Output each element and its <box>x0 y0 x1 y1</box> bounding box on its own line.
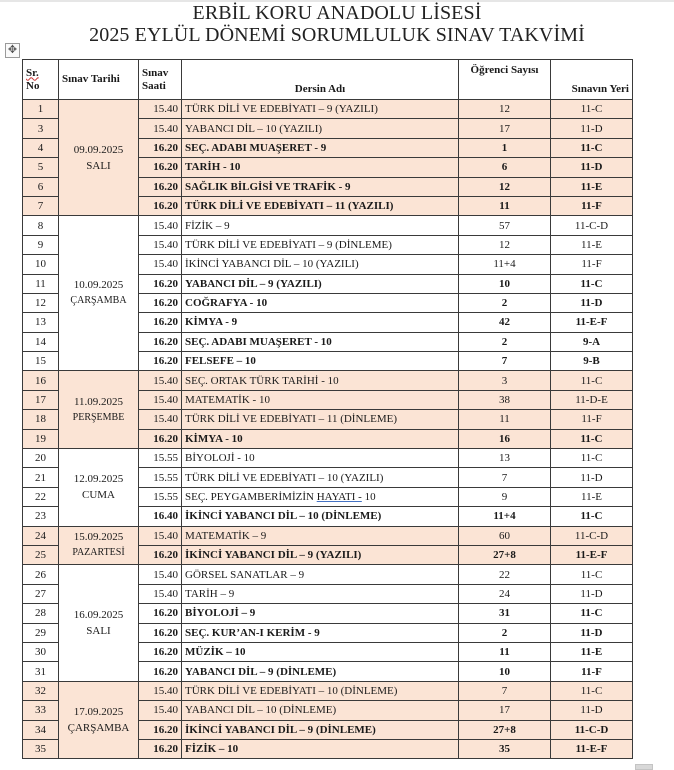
exam-weekday-text: SALI <box>86 625 111 638</box>
cell-course-name: YABANCI DİL – 9 (DİNLEME) <box>182 662 459 681</box>
cell-course-name: SEÇ. ORTAK TÜRK TARİHİ - 10 <box>182 371 459 390</box>
cell-sr-no: 27 <box>23 584 59 603</box>
cell-course-name: SAĞLIK BİLGİSİ VE TRAFİK - 9 <box>182 177 459 196</box>
cell-student-count: 60 <box>459 526 551 545</box>
cell-exam-location: 11-C <box>551 604 633 623</box>
cell-exam-time: 16.20 <box>139 196 182 215</box>
cell-exam-time: 16.20 <box>139 138 182 157</box>
cell-exam-location: 11-C <box>551 100 633 119</box>
cell-exam-time: 16.40 <box>139 507 182 526</box>
cell-exam-location: 11-C-D <box>551 720 633 739</box>
cell-exam-location: 11-F <box>551 255 633 274</box>
cell-student-count: 11+4 <box>459 255 551 274</box>
cell-exam-location: 11-C <box>551 274 633 293</box>
cell-exam-time: 15.40 <box>139 216 182 235</box>
cell-exam-time: 15.40 <box>139 681 182 700</box>
cell-course-name: YABANCI DİL – 10 (DİNLEME) <box>182 701 459 720</box>
table-row <box>23 216 633 235</box>
header-location: Sınavın Yeri <box>551 60 633 100</box>
cell-sr-no: 24 <box>23 526 59 545</box>
cell-course-name: TÜRK DİLİ VE EDEBİYATI – 11 (DİNLEME) <box>182 410 459 429</box>
cell-sr-no: 3 <box>23 119 59 138</box>
exam-weekday-text: ÇARŞAMBA <box>70 295 127 307</box>
cell-student-count: 12 <box>459 235 551 254</box>
cell-course-name: KİMYA - 9 <box>182 313 459 332</box>
cell-sr-no: 13 <box>23 313 59 332</box>
cell-sr-no: 1 <box>23 100 59 119</box>
cell-exam-location: 11-D <box>551 158 633 177</box>
cell-sr-no: 21 <box>23 468 59 487</box>
cell-exam-location: 11-C-D <box>551 216 633 235</box>
exam-date-text: 11.09.2025 <box>73 395 124 408</box>
cell-exam-location: 11-D <box>551 623 633 642</box>
cell-exam-time: 16.20 <box>139 545 182 564</box>
table-row <box>23 681 633 700</box>
cell-student-count: 10 <box>459 274 551 293</box>
cell-course-name: COĞRAFYA - 10 <box>182 293 459 312</box>
cell-exam-time: 16.20 <box>139 352 182 371</box>
course-name-part: SEÇ. PEYGAMBERİMİZİN <box>185 491 317 503</box>
exam-date-text: 16.09.2025 <box>73 609 124 622</box>
cell-exam-time: 16.20 <box>139 739 182 758</box>
cell-exam-location: 11-D <box>551 293 633 312</box>
course-name-part: 10 <box>361 491 376 503</box>
cell-exam-time: 16.20 <box>139 623 182 642</box>
exam-date-text: 17.09.2025 <box>73 706 124 718</box>
cell-exam-time: 16.20 <box>139 177 182 196</box>
header-exam-time-line2: Saati <box>142 79 166 92</box>
header-student-count: Öğrenci Sayısı <box>459 60 551 100</box>
cell-student-count: 11 <box>459 196 551 215</box>
cell-sr-no: 10 <box>23 255 59 274</box>
cell-exam-location: 11-C <box>551 449 633 468</box>
cell-exam-location: 9-B <box>551 352 633 371</box>
cell-exam-time: 15.40 <box>139 701 182 720</box>
course-name-underlined-part: HAYATI - <box>316 491 362 503</box>
cell-exam-time: 16.20 <box>139 293 182 312</box>
cell-exam-location: 11-E <box>551 487 633 506</box>
cell-sr-no: 9 <box>23 235 59 254</box>
cell-exam-time: 16.20 <box>139 720 182 739</box>
cell-sr-no: 31 <box>23 662 59 681</box>
cell-sr-no: 11 <box>23 274 59 293</box>
exam-date-text: 09.09.2025 <box>73 143 124 156</box>
cell-student-count: 16 <box>459 429 551 448</box>
cell-exam-date <box>59 216 139 371</box>
cell-course-name: SEÇ. ADABI MUAŞERET - 9 <box>182 138 459 157</box>
cell-student-count: 42 <box>459 313 551 332</box>
cell-sr-no: 26 <box>23 565 59 584</box>
cell-exam-location: 11-D <box>551 701 633 720</box>
exam-date-text: 10.09.2025 <box>73 279 124 292</box>
cell-course-name: YABANCI DİL – 9 (YAZILI) <box>182 274 459 293</box>
cell-course-name: TÜRK DİLİ VE EDEBİYATI – 10 (DİNLEME) <box>182 681 459 700</box>
cell-exam-location: 11-D <box>551 119 633 138</box>
cell-course-name: İKİNCİ YABANCI DİL – 10 (DİNLEME) <box>182 507 459 526</box>
cell-exam-location: 11-D <box>551 584 633 603</box>
exam-weekday-text: ÇARŞAMBA <box>67 722 130 734</box>
cell-sr-no: 15 <box>23 352 59 371</box>
cell-exam-time: 15.40 <box>139 390 182 409</box>
cell-student-count: 6 <box>459 158 551 177</box>
header-sr-no-line1: Sr. <box>26 66 39 79</box>
cell-sr-no: 23 <box>23 507 59 526</box>
cell-sr-no: 32 <box>23 681 59 700</box>
cell-student-count: 2 <box>459 293 551 312</box>
cell-student-count: 27+8 <box>459 720 551 739</box>
cell-exam-time: 16.20 <box>139 642 182 661</box>
table-body <box>23 100 633 759</box>
cell-course-name: TÜRK DİLİ VE EDEBİYATI – 9 (DİNLEME) <box>182 235 459 254</box>
cell-course-name: BİYOLOJİ – 9 <box>182 604 459 623</box>
cell-sr-no: 16 <box>23 371 59 390</box>
cell-exam-date <box>59 449 139 527</box>
table-row <box>23 449 633 468</box>
cell-course-name: TARİH - 10 <box>182 158 459 177</box>
cell-student-count: 11+4 <box>459 507 551 526</box>
cell-exam-time: 16.20 <box>139 332 182 351</box>
cell-student-count: 35 <box>459 739 551 758</box>
cell-exam-location: 11-C-D <box>551 526 633 545</box>
cell-course-name: FELSEFE – 10 <box>182 352 459 371</box>
cell-student-count: 11 <box>459 410 551 429</box>
school-name-title: ERBİL KORU ANADOLU LİSESİ <box>192 2 482 24</box>
cell-course-name: MATEMATİK - 10 <box>182 390 459 409</box>
cell-student-count: 11 <box>459 642 551 661</box>
cell-exam-location: 11-C <box>551 507 633 526</box>
cell-exam-date <box>59 526 139 565</box>
cell-exam-date <box>59 565 139 681</box>
cell-student-count: 7 <box>459 681 551 700</box>
cell-course-name <box>182 487 459 506</box>
cell-exam-location: 11-E <box>551 235 633 254</box>
cell-exam-location: 11-F <box>551 410 633 429</box>
cell-sr-no: 7 <box>23 196 59 215</box>
exam-weekday-text: PAZARTESİ <box>72 547 125 559</box>
cell-student-count: 3 <box>459 371 551 390</box>
cell-sr-no: 12 <box>23 293 59 312</box>
cell-student-count: 2 <box>459 623 551 642</box>
cell-exam-date <box>59 100 139 216</box>
cell-exam-time: 15.40 <box>139 565 182 584</box>
cell-course-name: İKİNCİ YABANCI DİL – 9 (YAZILI) <box>182 545 459 564</box>
cell-course-name: FİZİK – 10 <box>182 739 459 758</box>
cell-student-count: 1 <box>459 138 551 157</box>
cell-sr-no: 25 <box>23 545 59 564</box>
cell-course-name: MATEMATİK – 9 <box>182 526 459 545</box>
cell-exam-time: 15.40 <box>139 235 182 254</box>
cell-exam-time: 16.20 <box>139 313 182 332</box>
table-row <box>23 100 633 119</box>
cell-student-count: 9 <box>459 487 551 506</box>
exam-date-text: 12.09.2025 <box>73 473 124 486</box>
cell-student-count: 7 <box>459 468 551 487</box>
cell-sr-no: 19 <box>23 429 59 448</box>
cell-student-count: 57 <box>459 216 551 235</box>
cell-exam-location: 11-D-E <box>551 390 633 409</box>
cell-course-name: KİMYA - 10 <box>182 429 459 448</box>
cell-student-count: 10 <box>459 662 551 681</box>
cell-sr-no: 22 <box>23 487 59 506</box>
cell-sr-no: 34 <box>23 720 59 739</box>
cell-exam-location: 11-E <box>551 177 633 196</box>
cell-course-name: FİZİK – 9 <box>182 216 459 235</box>
exam-weekday-text: SALI <box>86 159 111 172</box>
cell-exam-location: 11-C <box>551 429 633 448</box>
cell-exam-location: 11-C <box>551 138 633 157</box>
cell-course-name: YABANCI DİL – 10 (YAZILI) <box>182 119 459 138</box>
cell-sr-no: 17 <box>23 390 59 409</box>
cell-student-count: 31 <box>459 604 551 623</box>
cell-student-count: 17 <box>459 119 551 138</box>
cell-sr-no: 5 <box>23 158 59 177</box>
cell-exam-time: 15.55 <box>139 468 182 487</box>
cell-student-count: 17 <box>459 701 551 720</box>
cell-exam-location: 11-E-F <box>551 313 633 332</box>
cell-exam-location: 11-C <box>551 565 633 584</box>
table-row <box>23 371 633 390</box>
cell-student-count: 38 <box>459 390 551 409</box>
table-move-handle-icon[interactable]: ✥ <box>5 43 20 58</box>
cell-exam-time: 16.20 <box>139 158 182 177</box>
cell-sr-no: 29 <box>23 623 59 642</box>
cell-sr-no: 8 <box>23 216 59 235</box>
cell-sr-no: 18 <box>23 410 59 429</box>
cell-exam-time: 15.40 <box>139 526 182 545</box>
cell-course-name: TÜRK DİLİ VE EDEBİYATI – 9 (YAZILI) <box>182 100 459 119</box>
cell-sr-no: 35 <box>23 739 59 758</box>
cell-course-name: İKİNCİ YABANCI DİL – 10 (YAZILI) <box>182 255 459 274</box>
cell-exam-date <box>59 371 139 449</box>
cell-student-count: 2 <box>459 332 551 351</box>
cell-student-count: 7 <box>459 352 551 371</box>
cell-student-count: 27+8 <box>459 545 551 564</box>
cell-exam-time: 15.55 <box>139 449 182 468</box>
cell-exam-time: 16.20 <box>139 604 182 623</box>
table-header-row <box>23 60 633 100</box>
cell-exam-time: 15.40 <box>139 371 182 390</box>
cell-exam-time: 16.20 <box>139 662 182 681</box>
exam-calendar-title: 2025 EYLÜL DÖNEMİ SORUMLULUK SINAV TAKVİMİ <box>89 24 585 46</box>
cell-sr-no: 30 <box>23 642 59 661</box>
cell-course-name: İKİNCİ YABANCI DİL – 9 (DİNLEME) <box>182 720 459 739</box>
cell-student-count: 12 <box>459 177 551 196</box>
cell-sr-no: 6 <box>23 177 59 196</box>
cell-sr-no: 28 <box>23 604 59 623</box>
cell-course-name: BİYOLOJİ - 10 <box>182 449 459 468</box>
header-exam-date: Sınav Tarihi <box>59 60 139 100</box>
cell-exam-time: 16.20 <box>139 274 182 293</box>
exam-weekday-text: CUMA <box>81 489 115 502</box>
table-row <box>23 565 633 584</box>
cell-exam-location: 11-E <box>551 642 633 661</box>
exam-weekday-text: PERŞEMBE <box>72 411 125 423</box>
exam-schedule-table <box>22 59 633 759</box>
cell-course-name: GÖRSEL SANATLAR – 9 <box>182 565 459 584</box>
cell-course-name: MÜZİK – 10 <box>182 642 459 661</box>
cell-exam-time: 15.40 <box>139 584 182 603</box>
cell-sr-no: 33 <box>23 701 59 720</box>
cell-course-name: TÜRK DİLİ VE EDEBİYATI – 11 (YAZILI) <box>182 196 459 215</box>
cell-exam-location: 9-A <box>551 332 633 351</box>
header-sr-no <box>23 60 59 100</box>
cell-course-name: TARİH – 9 <box>182 584 459 603</box>
cell-student-count: 22 <box>459 565 551 584</box>
cell-exam-location: 11-E-F <box>551 545 633 564</box>
cell-sr-no: 20 <box>23 449 59 468</box>
cell-exam-location: 11-E-F <box>551 739 633 758</box>
cell-exam-location: 11-D <box>551 468 633 487</box>
cell-exam-time: 15.40 <box>139 119 182 138</box>
cell-exam-time: 15.40 <box>139 410 182 429</box>
cell-exam-location: 11-F <box>551 196 633 215</box>
cell-sr-no: 14 <box>23 332 59 351</box>
cell-course-name: SEÇ. ADABI MUAŞERET - 10 <box>182 332 459 351</box>
cell-exam-location: 11-C <box>551 681 633 700</box>
exam-date-text: 15.09.2025 <box>73 531 124 544</box>
header-sr-no-line2: No <box>26 79 40 92</box>
header-exam-time <box>139 60 182 100</box>
cell-exam-location: 11-F <box>551 662 633 681</box>
scrollbar-handle[interactable] <box>635 764 653 770</box>
cell-student-count: 12 <box>459 100 551 119</box>
cell-exam-time: 15.40 <box>139 100 182 119</box>
table-row <box>23 526 633 545</box>
cell-exam-time: 15.40 <box>139 255 182 274</box>
cell-student-count: 24 <box>459 584 551 603</box>
header-exam-time-line1: Sınav <box>142 66 169 79</box>
cell-exam-time: 15.55 <box>139 487 182 506</box>
cell-course-name: SEÇ. KUR’AN-I KERİM - 9 <box>182 623 459 642</box>
cell-sr-no: 4 <box>23 138 59 157</box>
cell-exam-time: 16.20 <box>139 429 182 448</box>
header-course: Dersin Adı <box>182 60 459 100</box>
cell-student-count: 13 <box>459 449 551 468</box>
cell-course-name: TÜRK DİLİ VE EDEBİYATI – 10 (YAZILI) <box>182 468 459 487</box>
cell-exam-location: 11-C <box>551 371 633 390</box>
cell-exam-date <box>59 681 139 759</box>
